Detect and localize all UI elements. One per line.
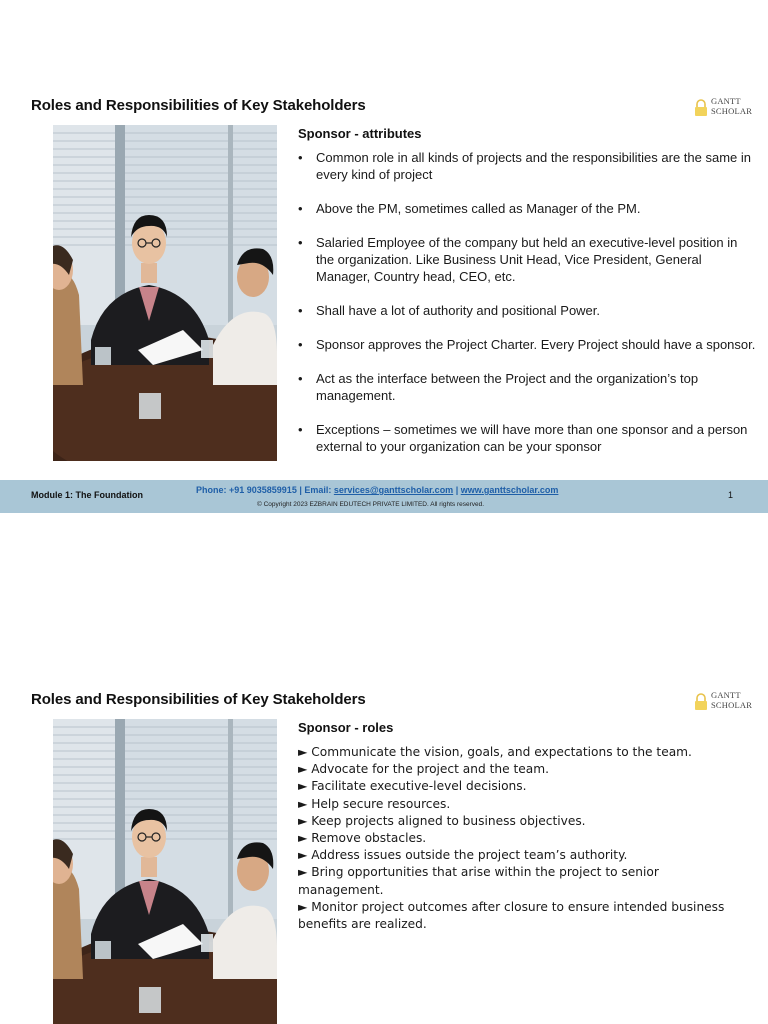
list-item: • Act as the interface between the Project and the organization’s top management. — [298, 370, 758, 404]
lock-icon — [694, 99, 708, 117]
gantt-scholar-logo — [694, 97, 754, 119]
copyright-text: © Copyright 2023 EZBRAIN EDUTECH PRIVATE LIMITED. All rights reserved. — [257, 501, 485, 508]
logo-line-1: GANTT — [711, 690, 741, 700]
lock-icon — [694, 693, 708, 711]
email-link[interactable]: services@ganttscholar.com — [333, 485, 454, 495]
slide-footer — [0, 480, 768, 513]
logo-line-1: GANTT — [711, 96, 741, 106]
attributes-list — [298, 149, 758, 472]
separator: | — [453, 485, 461, 495]
list-item: ► Facilitate executive-level decisions. — [298, 779, 527, 794]
meeting-photo — [53, 125, 277, 461]
slide-2 — [0, 594, 768, 1024]
list-item: ► Address issues outside the project team’s authority. — [298, 848, 628, 863]
list-item: ► Help secure resources. — [298, 796, 451, 811]
section-subheading: Sponsor - roles — [298, 720, 394, 735]
list-item: ► Keep projects aligned to business objectives. — [298, 813, 586, 828]
slide-title: Roles and Responsibilities of Key Stakeholders — [31, 691, 366, 708]
section-subheading: Sponsor - attributes — [298, 126, 422, 141]
meeting-photo — [53, 719, 277, 1024]
list-item: ► Bring opportunities that arise within the project to senior management. — [298, 865, 659, 897]
list-item: • Above the PM, sometimes called as Manager of the PM. — [298, 200, 758, 217]
module-label: Module 1: The Foundation — [31, 490, 143, 500]
list-item: • Shall have a lot of authority and positional Power. — [298, 302, 758, 319]
logo-line-2: SCHOLAR — [711, 105, 753, 116]
page-number: 1 — [728, 490, 734, 500]
list-item: ► Advocate for the project and the team. — [298, 762, 549, 777]
contact-line — [196, 485, 558, 495]
logo-line-2: SCHOLAR — [711, 699, 753, 710]
gantt-scholar-logo — [694, 691, 754, 713]
list-item: ► Monitor project outcomes after closure to ensure intended business benefits are realized. — [298, 899, 725, 932]
list-item: ► Remove obstacles. — [298, 831, 427, 846]
list-item: • Sponsor approves the Project Charter. Every Project should have a sponsor. — [298, 336, 758, 353]
website-link[interactable]: www.ganttscholar.com — [460, 485, 559, 495]
slide-title: Roles and Responsibilities of Key Stakeholders — [31, 97, 366, 114]
roles-list — [298, 744, 748, 933]
list-item: • Salaried Employee of the company but held an executive-level position in the organization. Like Business Unit Head, Vice President, General Manager, Country head, CEO, etc. — [298, 234, 758, 285]
list-item: • Exceptions – sometimes we will have more than one sponsor and a person external to your organization can be your sponsor — [298, 421, 758, 455]
list-item: • Common role in all kinds of projects and the responsibilities are the same in every kind of project — [298, 149, 758, 183]
phone-text: Phone: +91 9035859915 | Email: — [196, 485, 334, 495]
list-item: ► Communicate the vision, goals, and expectations to the team. — [298, 745, 692, 759]
